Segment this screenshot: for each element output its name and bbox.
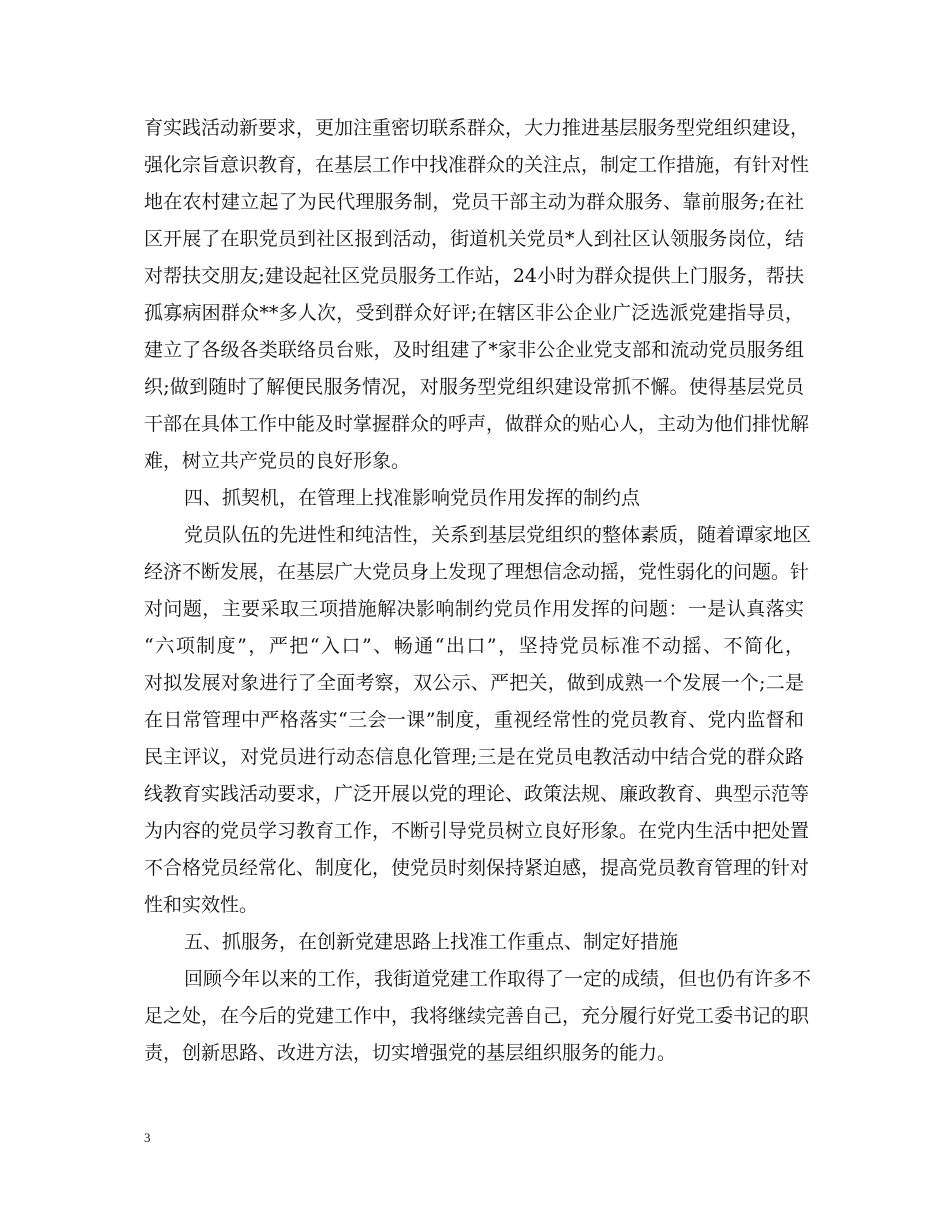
document-body <box>144 110 812 1072</box>
text-line: 建立了各级各类联络员台账，及时组建了*家非公企业党支部和流动党员服务组 <box>144 339 804 361</box>
text-line: 干部在具体工作中能及时掌握群众的呼声，做群众的贴心人，主动为他们排忧解 <box>144 413 810 435</box>
text-line: 回顾今年以来的工作，我街道党建工作取得了一定的成绩，但也仍有许多不 <box>184 968 812 990</box>
text-line: 为内容的党员学习教育工作，不断引导党员树立良好形象。在党内生活中把处置 <box>144 820 810 842</box>
text-line: 责，创新思路、改进方法，切实增强党的基层组织服务的能力。 <box>144 1042 677 1064</box>
text-line: 民主评议，对党员进行动态信息化管理;三是在党员电教活动中结合党的群众路 <box>144 746 804 768</box>
text-line: 织;做到随时了解便民服务情况，对服务型党组织建设常抓不懈。使得基层党员 <box>144 376 804 398</box>
text-line: 线教育实践活动要求，广泛开展以党的理论、政策法规、廉政教育、典型示范等 <box>144 783 810 805</box>
text-line: 性和实效性。 <box>144 894 259 916</box>
text-line: 难，树立共产党员的良好形象。 <box>144 450 411 472</box>
text-line: 对问题，主要采取三项措施解决影响制约党员作用发挥的问题：一是认真落实 <box>144 598 804 620</box>
section-heading-4: 四、抓契机，在管理上找准影响党员作用发挥的制约点 <box>184 487 641 509</box>
paragraph-service-measures <box>144 110 810 480</box>
text-line: 区开展了在职党员到社区报到活动，街道机关党员*人到社区认领服务岗位，结 <box>144 228 804 250</box>
text-line: 强化宗旨意识教育，在基层工作中找准群众的关注点，制定工作措施，有针对性 <box>144 154 810 176</box>
text-line: 育实践活动新要求，更加注重密切联系群众，大力推进基层服务型党组织建设， <box>144 117 810 139</box>
text-line: 孤寡病困群众**多人次，受到群众好评;在辖区非公企业广泛选派党建指导员， <box>144 302 804 324</box>
text-line: 对帮扶交朋友;建设起社区党员服务工作站，24小时为群众提供上门服务，帮扶 <box>144 265 804 287</box>
text-line: 对拟发展对象进行了全面考察，双公示、严把关，做到成熟一个发展一个;二是 <box>144 672 804 694</box>
page-number: 3 <box>144 1130 151 1145</box>
paragraph-review-outlook <box>144 961 812 1072</box>
text-line: 不合格党员经常化、制度化，使党员时刻保持紧迫感，提高党员教育管理的针对 <box>144 857 810 879</box>
text-line: “六项制度”，严把“入口”、畅通“出口”，坚持党员标准不动摇、不简化， <box>144 635 804 657</box>
text-line: 地在农村建立起了为民代理服务制，党员干部主动为群众服务、靠前服务;在社 <box>144 191 804 213</box>
paragraph-member-management <box>144 517 812 924</box>
text-line: 在日常管理中严格落实“三会一课”制度，重视经常性的党员教育、党内监督和 <box>144 709 804 731</box>
text-line: 党员队伍的先进性和纯洁性，关系到基层党组织的整体素质，随着谭家地区 <box>184 524 812 546</box>
text-line: 足之处，在今后的党建工作中，我将继续完善自己，充分履行好党工委书记的职 <box>144 1005 810 1027</box>
section-heading-5: 五、抓服务，在创新党建思路上找准工作重点、制定好措施 <box>184 931 679 953</box>
text-line: 经济不断发展，在基层广大党员身上发现了理想信念动摇，党性弱化的问题。针 <box>144 561 810 583</box>
